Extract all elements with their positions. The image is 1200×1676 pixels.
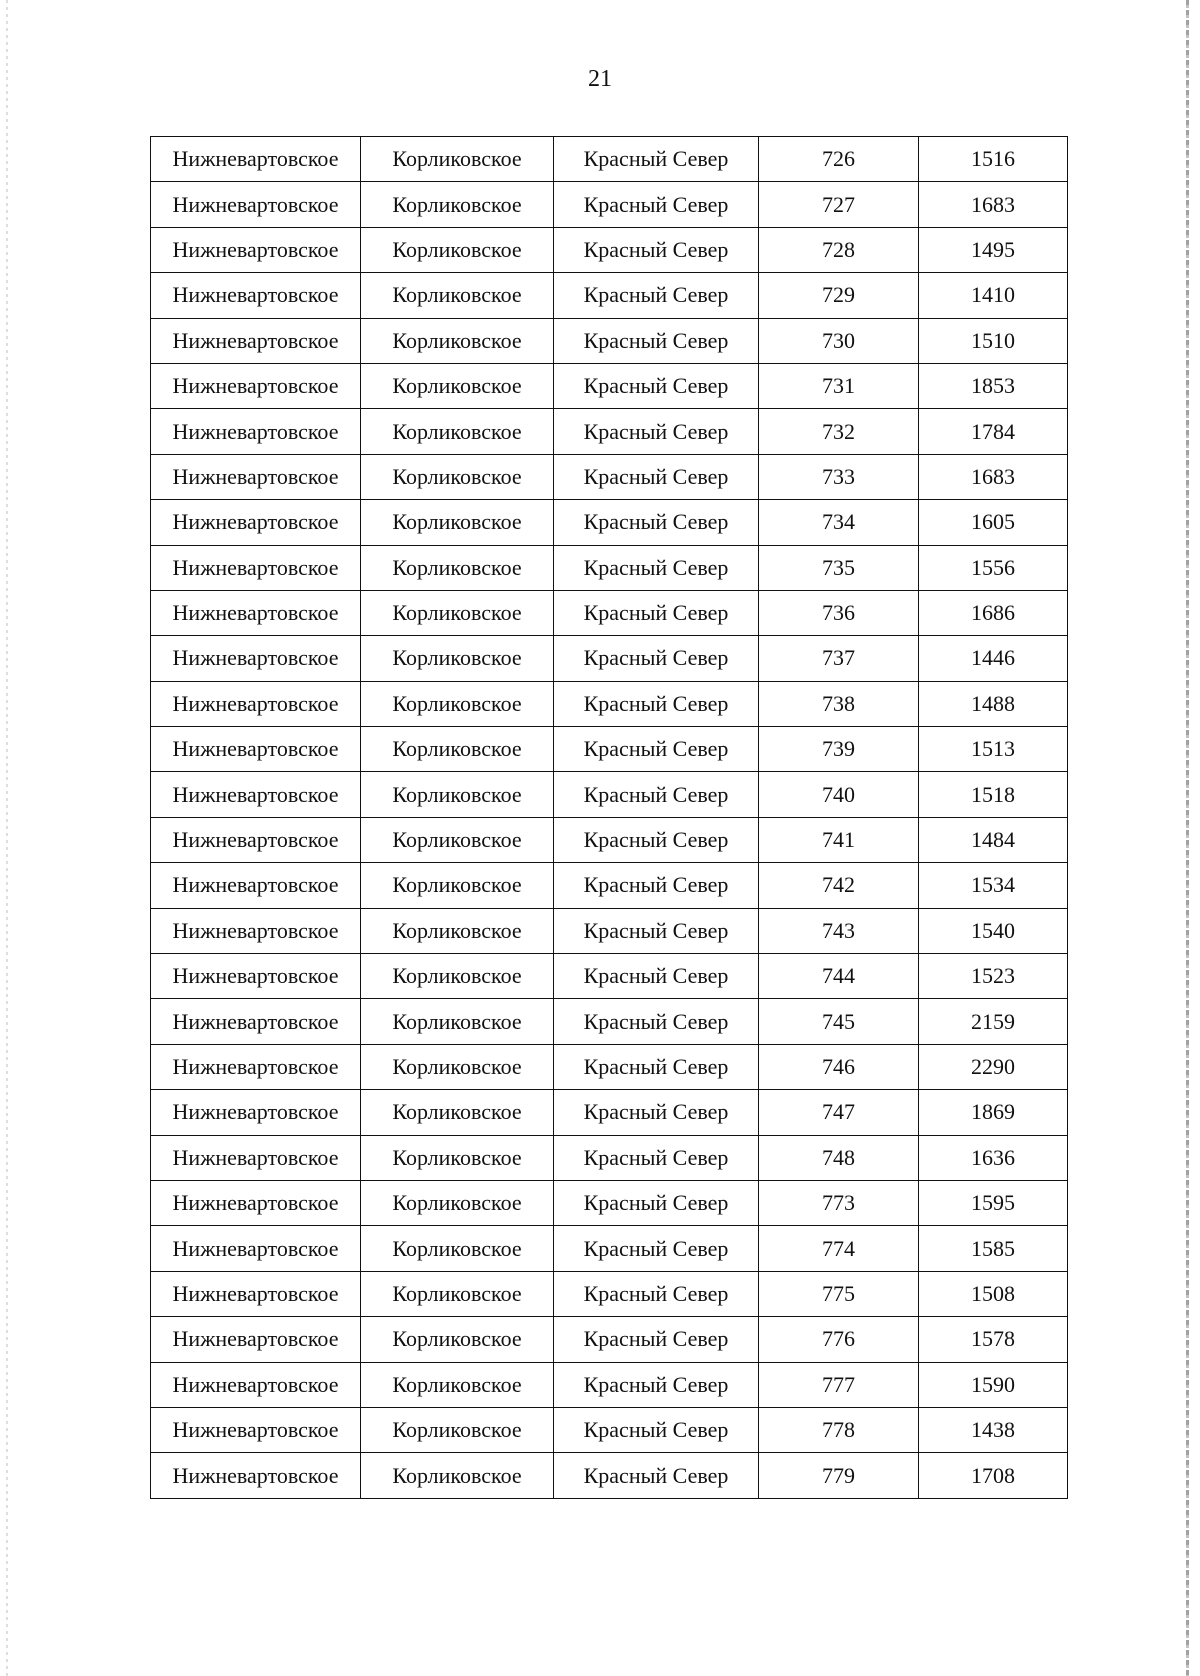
section-cell: Красный Север <box>554 273 759 318</box>
table-row <box>151 863 1068 908</box>
quarter-cell: 778 <box>759 1407 919 1452</box>
value-cell: 1508 <box>919 1271 1068 1316</box>
forestry-cell: Корликовское <box>361 273 554 318</box>
table-row <box>151 636 1068 681</box>
quarter-cell: 745 <box>759 999 919 1044</box>
value-cell: 1590 <box>919 1362 1068 1407</box>
forestry-cell: Корликовское <box>361 1090 554 1135</box>
value-cell: 1585 <box>919 1226 1068 1271</box>
forestry-cell: Корликовское <box>361 1453 554 1498</box>
forestry-cell: Корликовское <box>361 500 554 545</box>
section-cell: Красный Север <box>554 1044 759 1089</box>
forestry-cell: Корликовское <box>361 590 554 635</box>
table-row <box>151 954 1068 999</box>
section-cell: Красный Север <box>554 500 759 545</box>
quarter-cell: 748 <box>759 1135 919 1180</box>
forestry-cell: Корликовское <box>361 137 554 182</box>
value-cell: 1446 <box>919 636 1068 681</box>
value-cell: 1636 <box>919 1135 1068 1180</box>
district-cell: Нижневартовское <box>151 227 361 272</box>
scan-edge-left <box>6 0 8 1676</box>
quarter-cell: 729 <box>759 273 919 318</box>
section-cell: Красный Север <box>554 863 759 908</box>
section-cell: Красный Север <box>554 1271 759 1316</box>
district-cell: Нижневартовское <box>151 1317 361 1362</box>
district-cell: Нижневартовское <box>151 1362 361 1407</box>
district-cell: Нижневартовское <box>151 1044 361 1089</box>
table-row <box>151 363 1068 408</box>
quarter-cell: 733 <box>759 454 919 499</box>
section-cell: Красный Север <box>554 1407 759 1452</box>
quarter-cell: 774 <box>759 1226 919 1271</box>
value-cell: 1708 <box>919 1453 1068 1498</box>
district-cell: Нижневартовское <box>151 954 361 999</box>
section-cell: Красный Север <box>554 1226 759 1271</box>
forestry-cell: Корликовское <box>361 318 554 363</box>
quarter-cell: 773 <box>759 1180 919 1225</box>
section-cell: Красный Север <box>554 137 759 182</box>
forestry-cell: Корликовское <box>361 1317 554 1362</box>
forestry-cell: Корликовское <box>361 1407 554 1452</box>
table-row <box>151 500 1068 545</box>
forestry-cell: Корликовское <box>361 681 554 726</box>
district-cell: Нижневартовское <box>151 1135 361 1180</box>
forestry-cell: Корликовское <box>361 954 554 999</box>
table-row <box>151 1226 1068 1271</box>
quarter-cell: 742 <box>759 863 919 908</box>
table-row <box>151 1407 1068 1452</box>
quarter-cell: 726 <box>759 137 919 182</box>
value-cell: 1578 <box>919 1317 1068 1362</box>
section-cell: Красный Север <box>554 772 759 817</box>
value-cell: 1556 <box>919 545 1068 590</box>
forestry-cell: Корликовское <box>361 1135 554 1180</box>
district-cell: Нижневартовское <box>151 681 361 726</box>
section-cell: Красный Север <box>554 1090 759 1135</box>
quarter-cell: 731 <box>759 363 919 408</box>
quarter-cell: 743 <box>759 908 919 953</box>
table-row <box>151 137 1068 182</box>
district-cell: Нижневартовское <box>151 1271 361 1316</box>
table-row <box>151 1135 1068 1180</box>
value-cell: 2290 <box>919 1044 1068 1089</box>
district-cell: Нижневартовское <box>151 409 361 454</box>
value-cell: 1853 <box>919 363 1068 408</box>
quarter-cell: 739 <box>759 727 919 772</box>
section-cell: Красный Север <box>554 681 759 726</box>
district-cell: Нижневартовское <box>151 273 361 318</box>
district-cell: Нижневартовское <box>151 454 361 499</box>
value-cell: 1784 <box>919 409 1068 454</box>
value-cell: 1495 <box>919 227 1068 272</box>
forestry-cell: Корликовское <box>361 227 554 272</box>
table-row <box>151 1317 1068 1362</box>
quarter-cell: 744 <box>759 954 919 999</box>
value-cell: 2159 <box>919 999 1068 1044</box>
district-cell: Нижневартовское <box>151 908 361 953</box>
table-row <box>151 1271 1068 1316</box>
value-cell: 1438 <box>919 1407 1068 1452</box>
forestry-cell: Корликовское <box>361 1180 554 1225</box>
district-cell: Нижневартовское <box>151 363 361 408</box>
table-row <box>151 908 1068 953</box>
value-cell: 1683 <box>919 182 1068 227</box>
district-cell: Нижневартовское <box>151 318 361 363</box>
value-cell: 1523 <box>919 954 1068 999</box>
district-cell: Нижневартовское <box>151 545 361 590</box>
table-row <box>151 1453 1068 1498</box>
scan-edge-right <box>1186 0 1189 1676</box>
section-cell: Красный Север <box>554 954 759 999</box>
district-cell: Нижневартовское <box>151 1226 361 1271</box>
section-cell: Красный Север <box>554 363 759 408</box>
table-row <box>151 727 1068 772</box>
value-cell: 1518 <box>919 772 1068 817</box>
value-cell: 1869 <box>919 1090 1068 1135</box>
section-cell: Красный Север <box>554 545 759 590</box>
district-cell: Нижневартовское <box>151 137 361 182</box>
value-cell: 1488 <box>919 681 1068 726</box>
district-cell: Нижневартовское <box>151 1090 361 1135</box>
quarter-cell: 779 <box>759 1453 919 1498</box>
quarter-cell: 736 <box>759 590 919 635</box>
value-cell: 1683 <box>919 454 1068 499</box>
data-table <box>150 136 1068 1499</box>
section-cell: Красный Север <box>554 636 759 681</box>
section-cell: Красный Север <box>554 727 759 772</box>
forestry-cell: Корликовское <box>361 1044 554 1089</box>
table-row <box>151 1044 1068 1089</box>
section-cell: Красный Север <box>554 318 759 363</box>
table-row <box>151 409 1068 454</box>
forestry-cell: Корликовское <box>361 409 554 454</box>
quarter-cell: 727 <box>759 182 919 227</box>
value-cell: 1513 <box>919 727 1068 772</box>
forestry-cell: Корликовское <box>361 182 554 227</box>
quarter-cell: 741 <box>759 817 919 862</box>
value-cell: 1484 <box>919 817 1068 862</box>
table-row <box>151 772 1068 817</box>
table-row <box>151 590 1068 635</box>
forestry-cell: Корликовское <box>361 999 554 1044</box>
district-cell: Нижневартовское <box>151 727 361 772</box>
forestry-cell: Корликовское <box>361 545 554 590</box>
table-row <box>151 454 1068 499</box>
district-cell: Нижневартовское <box>151 772 361 817</box>
section-cell: Красный Север <box>554 227 759 272</box>
table-row <box>151 227 1068 272</box>
quarter-cell: 777 <box>759 1362 919 1407</box>
district-cell: Нижневартовское <box>151 182 361 227</box>
table-row <box>151 1180 1068 1225</box>
quarter-cell: 737 <box>759 636 919 681</box>
section-cell: Красный Север <box>554 1453 759 1498</box>
forestry-cell: Корликовское <box>361 727 554 772</box>
section-cell: Красный Север <box>554 1180 759 1225</box>
forestry-cell: Корликовское <box>361 1362 554 1407</box>
forestry-cell: Корликовское <box>361 772 554 817</box>
section-cell: Красный Север <box>554 999 759 1044</box>
section-cell: Красный Север <box>554 590 759 635</box>
district-cell: Нижневартовское <box>151 590 361 635</box>
quarter-cell: 747 <box>759 1090 919 1135</box>
table-row <box>151 182 1068 227</box>
quarter-cell: 738 <box>759 681 919 726</box>
district-cell: Нижневартовское <box>151 1453 361 1498</box>
forestry-cell: Корликовское <box>361 908 554 953</box>
table-row <box>151 273 1068 318</box>
forestry-cell: Корликовское <box>361 454 554 499</box>
quarter-cell: 746 <box>759 1044 919 1089</box>
quarter-cell: 735 <box>759 545 919 590</box>
section-cell: Красный Север <box>554 908 759 953</box>
quarter-cell: 776 <box>759 1317 919 1362</box>
table-row <box>151 817 1068 862</box>
table-row <box>151 545 1068 590</box>
quarter-cell: 728 <box>759 227 919 272</box>
table-row <box>151 318 1068 363</box>
value-cell: 1605 <box>919 500 1068 545</box>
table-row <box>151 681 1068 726</box>
forestry-cell: Корликовское <box>361 636 554 681</box>
quarter-cell: 775 <box>759 1271 919 1316</box>
value-cell: 1516 <box>919 137 1068 182</box>
district-cell: Нижневартовское <box>151 817 361 862</box>
quarter-cell: 734 <box>759 500 919 545</box>
value-cell: 1595 <box>919 1180 1068 1225</box>
district-cell: Нижневартовское <box>151 1407 361 1452</box>
forestry-cell: Корликовское <box>361 363 554 408</box>
district-cell: Нижневартовское <box>151 1180 361 1225</box>
value-cell: 1510 <box>919 318 1068 363</box>
district-cell: Нижневартовское <box>151 999 361 1044</box>
quarter-cell: 740 <box>759 772 919 817</box>
quarter-cell: 732 <box>759 409 919 454</box>
value-cell: 1540 <box>919 908 1068 953</box>
section-cell: Красный Север <box>554 1317 759 1362</box>
district-cell: Нижневартовское <box>151 863 361 908</box>
section-cell: Красный Север <box>554 817 759 862</box>
table-row <box>151 1362 1068 1407</box>
table-body <box>151 137 1068 1499</box>
forestry-cell: Корликовское <box>361 817 554 862</box>
forestry-cell: Корликовское <box>361 863 554 908</box>
forestry-cell: Корликовское <box>361 1226 554 1271</box>
forestry-cell: Корликовское <box>361 1271 554 1316</box>
table-row <box>151 999 1068 1044</box>
district-cell: Нижневартовское <box>151 500 361 545</box>
section-cell: Красный Север <box>554 409 759 454</box>
section-cell: Красный Север <box>554 182 759 227</box>
table-row <box>151 1090 1068 1135</box>
section-cell: Красный Север <box>554 1362 759 1407</box>
page-number: 21 <box>588 66 612 92</box>
value-cell: 1410 <box>919 273 1068 318</box>
quarter-cell: 730 <box>759 318 919 363</box>
section-cell: Красный Север <box>554 1135 759 1180</box>
section-cell: Красный Север <box>554 454 759 499</box>
value-cell: 1534 <box>919 863 1068 908</box>
district-cell: Нижневартовское <box>151 636 361 681</box>
value-cell: 1686 <box>919 590 1068 635</box>
